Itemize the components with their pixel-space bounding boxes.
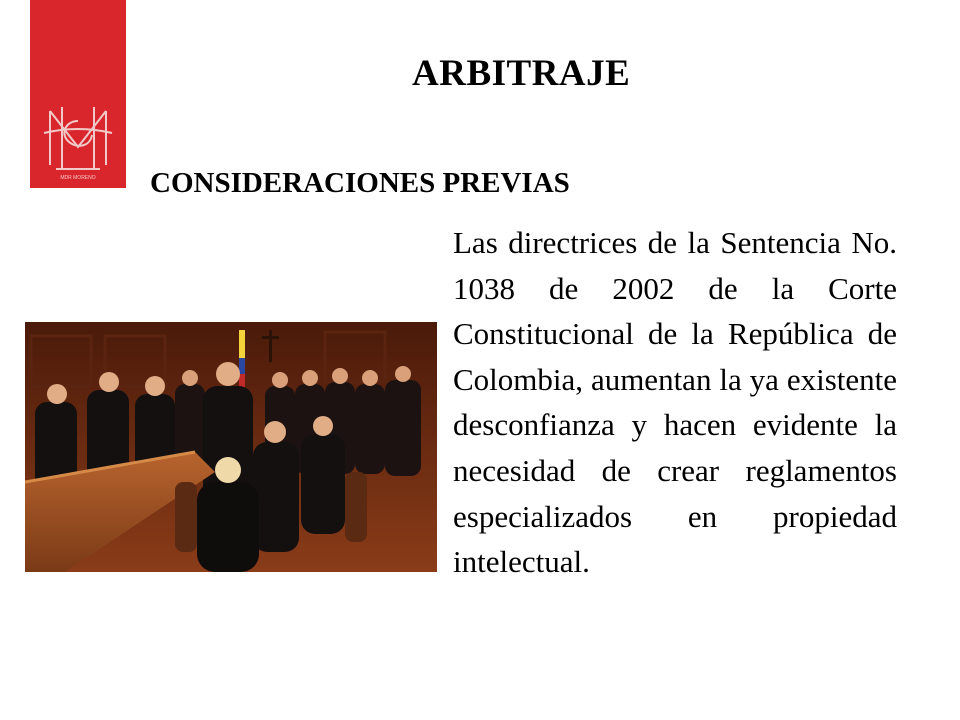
monogram-logo-icon [42,103,114,183]
body-paragraph: Las directrices de la Sentencia No. 1038 de 2002 de la Corte Constitucional de la República de Colombia, aumentan la ya existente desconfianza y hacen evidente la necesidad de crear reglamentos especializados en propiedad intelectual. [453,225,897,580]
slide-subtitle: CONSIDERACIONES PREVIAS [150,167,570,199]
slide-title: ARBITRAJE [412,53,631,94]
logo-block [30,0,126,188]
logo-caption: MDR MORENO [60,175,96,181]
court-judges-photo [25,322,437,572]
